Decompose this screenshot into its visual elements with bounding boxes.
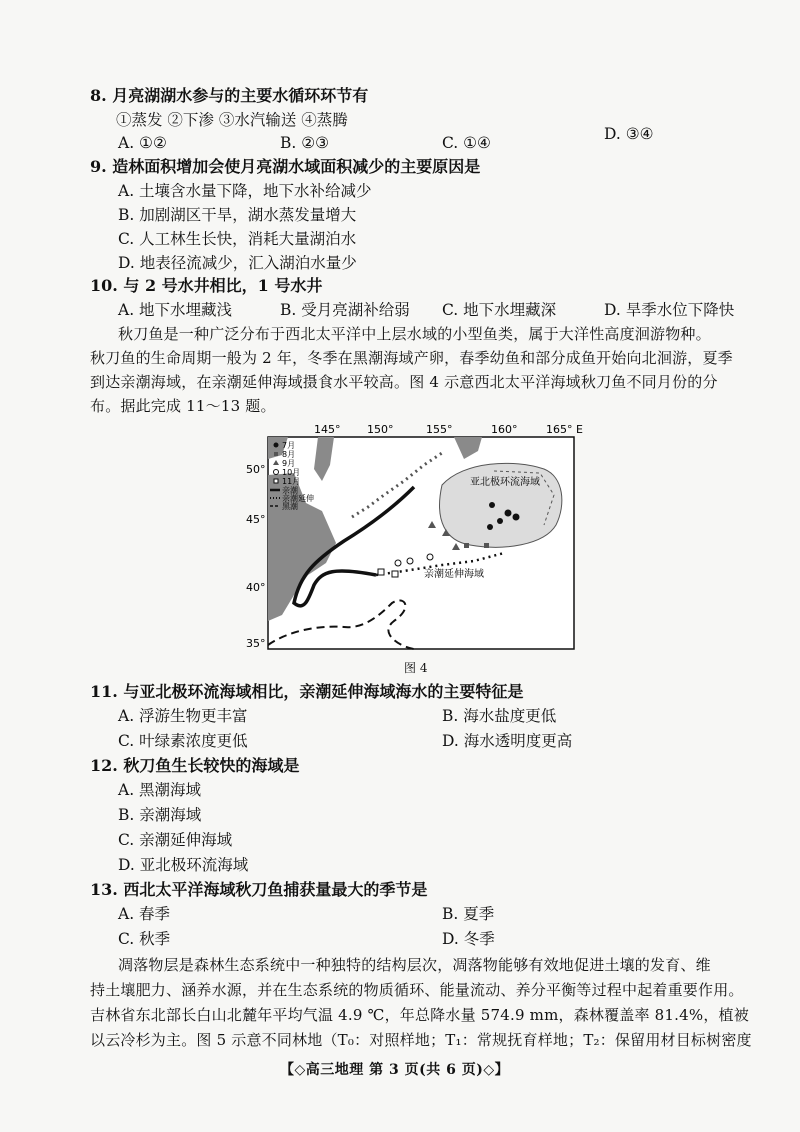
q10-option-d: D. 旱季水位下降快 xyxy=(604,301,735,319)
figure-4-caption: 图 4 xyxy=(404,661,428,675)
q11-option-d: D. 海水透明度更高 xyxy=(442,732,573,750)
lat-label-45: 45° xyxy=(246,513,266,526)
passage1-line4: 布。据此完成 11～13 题。 xyxy=(90,397,276,415)
legend-july: 7月 xyxy=(282,441,296,450)
q13-option-b: B. 夏季 xyxy=(442,905,495,923)
subarctic-gyre-region xyxy=(440,463,562,547)
figure-4-map xyxy=(246,423,614,665)
subarctic-gyre-label: 亚北极环流海域 xyxy=(470,477,540,488)
lon-label-160: 160° xyxy=(491,423,518,436)
passage1-line2: 秋刀鱼的生命周期一般为 2 年，冬季在黑潮海域产卵，春季幼鱼和部分成鱼开始向北洄游，夏季 xyxy=(90,349,733,367)
q9-option-d: D. 地表径流减少，汇入湖泊水量少 xyxy=(118,254,357,272)
q8-option-d: D. ③④ xyxy=(604,125,654,143)
q9-option-b: B. 加剧湖区干旱，湖水蒸发量增大 xyxy=(118,206,357,224)
q11-option-b: B. 海水盐度更低 xyxy=(442,707,557,725)
legend-november: 11月 xyxy=(282,477,301,486)
q8-stem: 8. 月亮湖湖水参与的主要水循环环节有 xyxy=(90,86,369,105)
q10-option-b: B. 受月亮湖补给弱 xyxy=(280,301,410,319)
q11-option-c: C. 叶绿素浓度更低 xyxy=(118,732,248,750)
q8-option-c: C. ①④ xyxy=(442,134,491,152)
q8-items: ①蒸发 ②下渗 ③水汽输送 ④蒸腾 xyxy=(116,111,348,129)
q10-option-a: A. 地下水埋藏浅 xyxy=(118,301,233,319)
passage2-line2: 持土壤肥力、涵养水源，并在生态系统的物质循环、能量流动、养分平衡等过程中起着重要作用。 xyxy=(90,981,744,999)
marker-august xyxy=(484,543,489,548)
passage2-line3: 吉林省东北部长白山北麓年平均气温 4.9 ℃，年总降水量 574.9 mm，森林覆盖率 81.4%，植被 xyxy=(90,1006,749,1024)
q9-stem: 9. 造林面积增加会使月亮湖水域面积减少的主要原因是 xyxy=(90,157,481,176)
marker-october xyxy=(407,558,413,564)
q13-option-c: C. 秋季 xyxy=(118,930,171,948)
lat-label-35: 35° xyxy=(246,637,266,650)
page-footer: 【◇高三地理 第 3 页(共 6 页)◇】 xyxy=(280,1062,510,1078)
marker-july xyxy=(505,510,512,517)
passage2-line1: 凋落物层是森林生态系统中一种独特的结构层次，凋落物能够有效地促进土壤的发育、维 xyxy=(118,956,711,974)
q12-option-b: B. 亲潮海域 xyxy=(118,806,202,824)
legend-november-icon xyxy=(274,479,278,483)
legend-august-icon xyxy=(274,452,278,456)
passage1-line1: 秋刀鱼是一种广泛分布于西北太平洋中上层水域的小型鱼类，属于大洋性高度洄游物种。 xyxy=(118,325,711,343)
marker-july xyxy=(497,518,503,524)
q8-option-b: B. ②③ xyxy=(280,134,330,152)
marker-october xyxy=(427,554,433,560)
legend-july-icon xyxy=(274,443,279,448)
q10-option-c: C. 地下水埋藏深 xyxy=(442,301,557,319)
marker-november xyxy=(378,569,384,575)
legend-september: 9月 xyxy=(282,459,296,468)
marker-august xyxy=(464,543,469,548)
marker-july xyxy=(489,502,495,508)
marker-october xyxy=(395,560,401,566)
lat-label-50: 50° xyxy=(246,463,266,476)
q13-option-a: A. 春季 xyxy=(118,905,171,923)
legend-october: 10月 xyxy=(282,468,301,477)
q9-option-a: A. 土壤含水量下降，地下水补给减少 xyxy=(118,182,372,200)
passage2-line4: 以云冷杉为主。图 5 示意不同林地（T₀：对照样地；T₁：常规抚育样地；T₂：保留用材目标树密度 xyxy=(90,1031,752,1049)
lon-label-155: 155° xyxy=(426,423,453,436)
q12-stem: 12. 秋刀鱼生长较快的海域是 xyxy=(90,756,300,775)
q13-stem: 13. 西北太平洋海域秋刀鱼捕获量最大的季节是 xyxy=(90,880,428,899)
passage1-line3: 到达亲潮海域，在亲潮延伸海域摄食水平较高。图 4 示意西北太平洋海域秋刀鱼不同月份的分 xyxy=(90,373,718,391)
q12-option-a: A. 黑潮海域 xyxy=(118,781,202,799)
legend-october-icon xyxy=(274,470,279,475)
q11-stem: 11. 与亚北极环流海域相比，亲潮延伸海域海水的主要特征是 xyxy=(90,682,524,701)
marker-july xyxy=(487,524,493,530)
q12-option-c: C. 亲潮延伸海域 xyxy=(118,831,233,849)
q9-option-c: C. 人工林生长快，消耗大量湖泊水 xyxy=(118,230,357,248)
q10-stem: 10. 与 2 号水井相比，1 号水井 xyxy=(90,276,323,295)
marker-july xyxy=(513,514,520,521)
oyashio-extension-label: 亲潮延伸海域 xyxy=(424,569,484,580)
lon-label-145: 145° xyxy=(314,423,341,436)
q12-option-d: D. 亚北极环流海域 xyxy=(118,856,249,874)
lon-label-150: 150° xyxy=(367,423,394,436)
q13-option-d: D. 冬季 xyxy=(442,930,495,948)
marker-november xyxy=(392,571,398,577)
q11-option-a: A. 浮游生物更丰富 xyxy=(118,707,248,725)
lat-label-40: 40° xyxy=(246,581,266,594)
q8-option-a: A. ①② xyxy=(118,134,167,152)
legend-oyashio: 亲潮 xyxy=(282,486,298,495)
legend-kuroshio: 黑潮 xyxy=(282,502,298,511)
legend-oyashio-extension: 亲潮延伸 xyxy=(282,494,314,503)
lon-label-165e: 165° E xyxy=(546,423,583,436)
legend-august: 8月 xyxy=(282,450,296,459)
